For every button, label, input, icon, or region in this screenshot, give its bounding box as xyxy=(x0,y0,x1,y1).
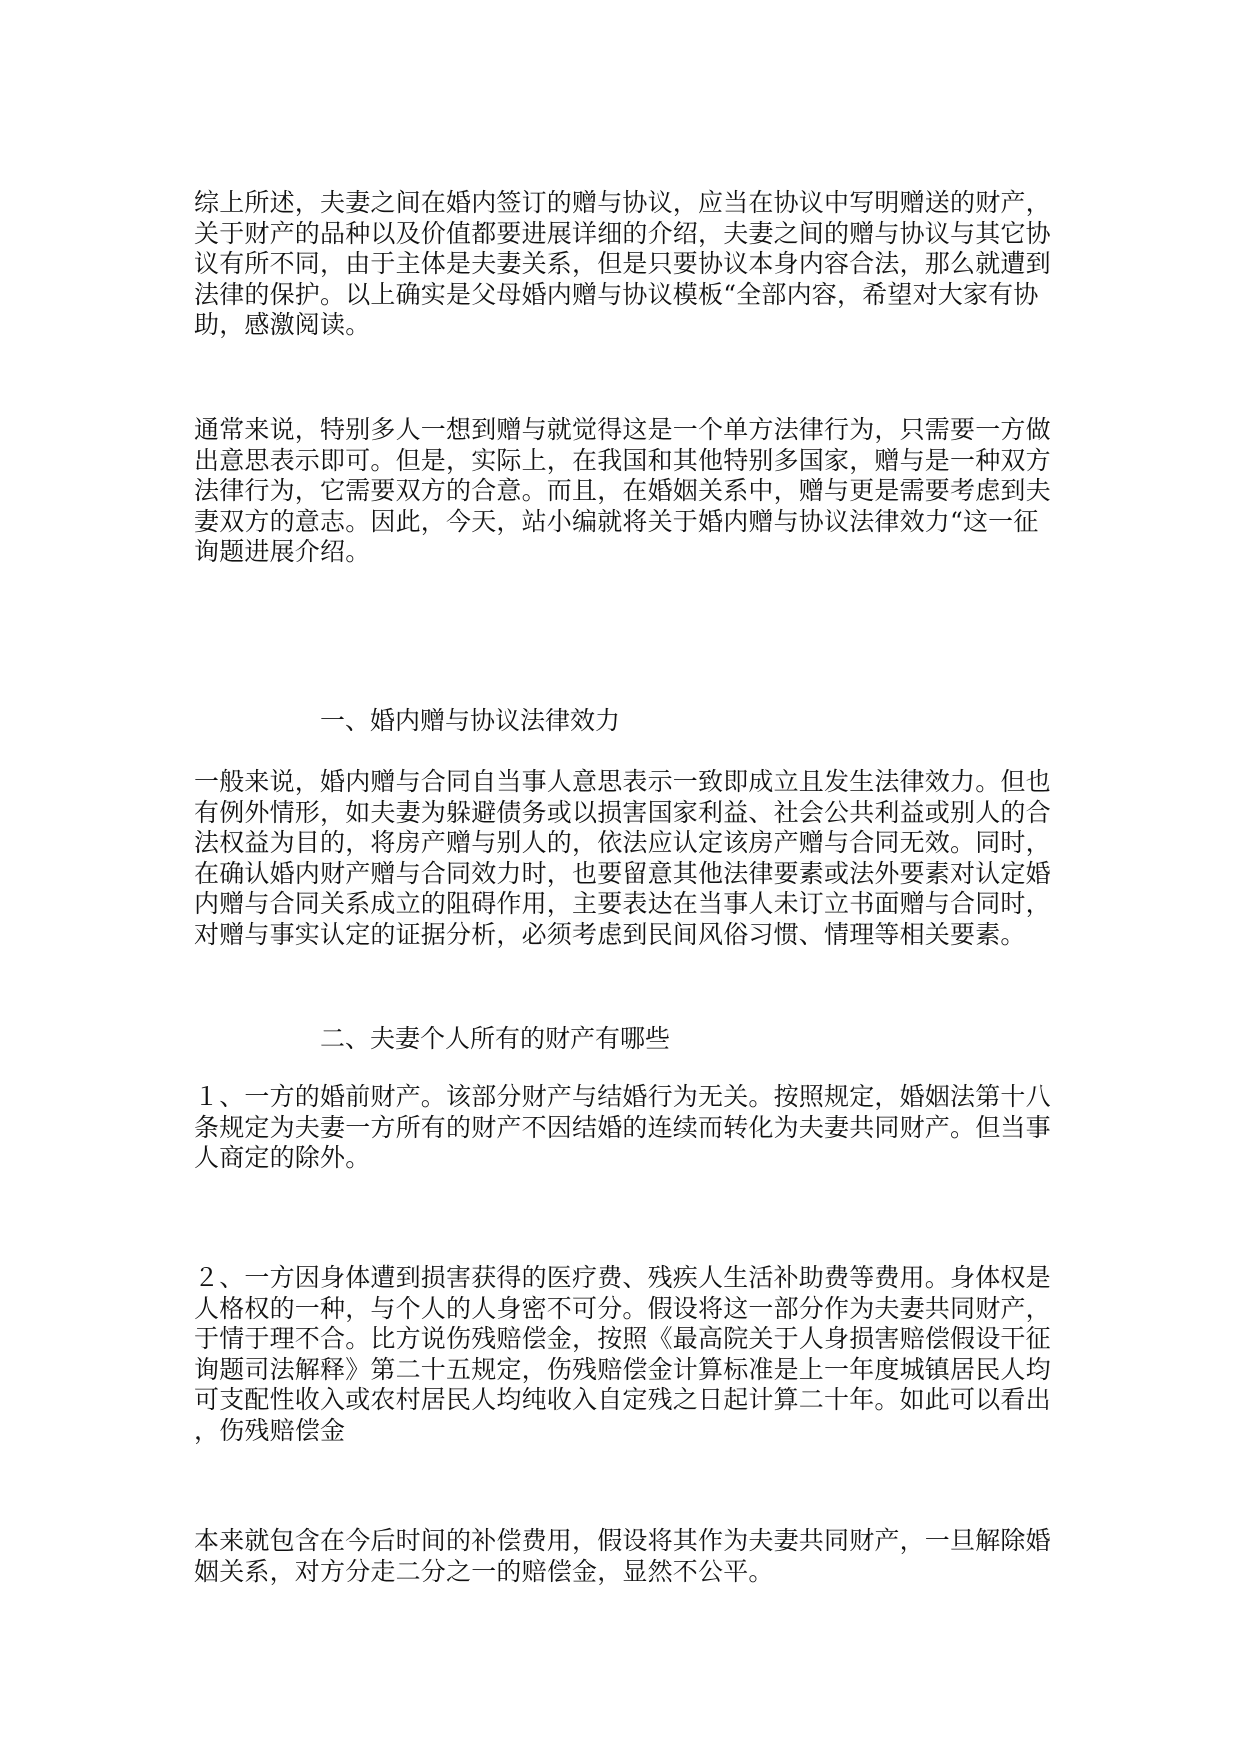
paragraph-introduction: 通常来说，特别多人一想到赠与就觉得这是一个单方法律行为，只需要一方做 出意思表示即可。但是，实际上，在我国和其他特别多国家，赠与是一种双方 法律行为，它需要双方的合意。而且，在婚姻关系中，赠与更是需要考虑到夫 妻双方的意志。因此，今天，站小编就将关于婚内赠与协议法律效力“这一征 询题进展介绍。 xyxy=(194,415,1051,566)
paragraph-continuation: 本来就包含在今后时间的补偿费用，假设将其作为夫妻共同财产，一旦解除婚 姻关系，对方分走二分之一的赔偿金，显然不公平。 xyxy=(194,1526,1051,1586)
paragraph-summary: 综上所述，夫妻之间在婚内签订的赠与协议，应当在协议中写明赠送的财产， 关于财产的品种以及价值都要进展详细的介绍，夫妻之间的赠与协议与其它协 议有所不同，由于主体是夫妻关系，但是只要协议本身内容合法，那么就遭到 法律的保护。以上确实是父母婚内赠与协议模板“全部内容，希望对大家有协 助，感激阅读。 xyxy=(194,188,1051,339)
paragraph-legal-effect: 一般来说，婚内赠与合同自当事人意思表示一致即成立且发生法律效力。但也 有例外情形，如夫妻为躲避债务或以损害国家利益、社会公共利益或别人的合 法权益为目的，将房产赠与别人的，依法应认定该房产赠与合同无效。同时， 在确认婚内财产赠与合同效力时，也要留意其他法律要素或法外要素对认定婚 内赠与合同关系成立的阻碍作用，主要表达在当事人未订立书面赠与合同时， 对赠与事实认定的证据分析，必须考虑到民间风俗习惯、情理等相关要素。 xyxy=(194,767,1051,949)
section-heading-legal-effect: 一、婚内赠与协议法律效力 xyxy=(320,706,621,735)
paragraph-item-1: １、一方的婚前财产。该部分财产与结婚行为无关。按照规定，婚姻法第十八 条规定为夫妻一方所有的财产不因结婚的连续而转化为夫妻共同财产。但当事 人商定的除外。 xyxy=(194,1082,1051,1172)
paragraph-item-2: ２、一方因身体遭到损害获得的医疗费、残疾人生活补助费等费用。身体权是 人格权的一种，与个人的人身密不可分。假设将这一部分作为夫妻共同财产， 于情于理不合。比方说伤残赔偿金，按照《最高院关于人身损害赔偿假设干征 询题司法解释》第二十五规定，伤残赔偿金计算标准是上一年度城镇居民人均 可支配性收入或农村居民人均纯收入自定残之日起计算二十年。如此可以看出 ，伤残赔偿金 xyxy=(194,1263,1051,1445)
section-heading-personal-property: 二、夫妻个人所有的财产有哪些 xyxy=(320,1024,671,1053)
